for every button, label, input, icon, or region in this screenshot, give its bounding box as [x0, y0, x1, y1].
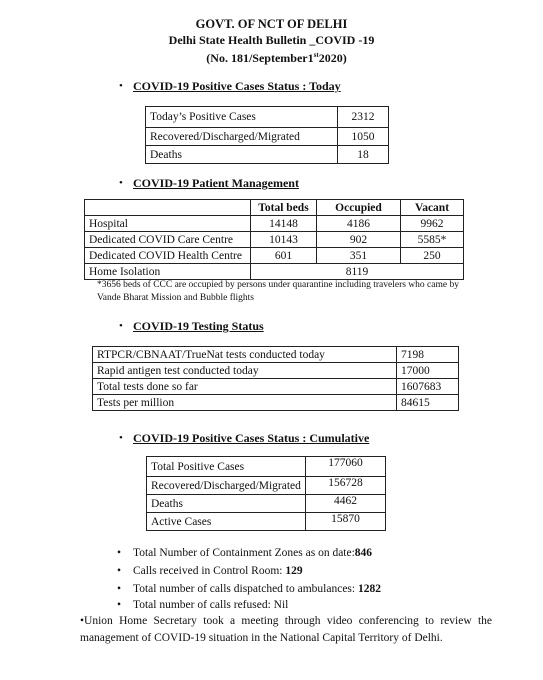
row-value: 18: [338, 146, 389, 164]
testing-table: [92, 346, 459, 411]
patient-section-title: COVID-19 Patient Management: [133, 176, 299, 190]
patient-table: [84, 199, 464, 280]
table-row: [93, 395, 459, 411]
bullet-icon: •: [117, 565, 122, 577]
bullet-icon: •: [119, 432, 123, 444]
row-label: Recovered/Discharged/Migrated: [147, 477, 306, 495]
row-label: Deaths: [147, 495, 306, 513]
column-header: Vacant: [401, 200, 464, 216]
table-row: [93, 363, 459, 379]
occupied-cell: 351: [317, 248, 401, 264]
occupied-cell: 902: [317, 232, 401, 248]
bullet-icon: •: [119, 80, 123, 92]
row-label: Today’s Positive Cases: [146, 107, 338, 128]
total-beds-cell: 601: [251, 248, 317, 264]
total-beds-cell: 10143: [251, 232, 317, 248]
govt-title: GOVT. OF NCT OF DELHI: [195, 17, 348, 31]
today-table: [145, 106, 389, 164]
table-row: [93, 379, 459, 395]
bullet-icon: •: [117, 547, 122, 559]
meeting-note-text: Union Home Secretary took a meeting through video conferencing to review the management of COVID-19 situation in the National Capital Territory of Delhi.: [80, 615, 492, 644]
table-row: [147, 477, 386, 495]
vacant-cell: 5585*: [401, 232, 464, 248]
table-row: [146, 146, 389, 164]
row-value: 7198: [397, 347, 459, 363]
summary-value: 1282: [357, 583, 381, 595]
table-row: [147, 495, 386, 513]
cumulative-table: [146, 456, 386, 531]
table-row: [147, 513, 386, 531]
summary-value: 129: [285, 565, 303, 577]
column-header: Total beds: [251, 200, 317, 216]
bulletin-number: (No. 181/September1st2020): [206, 51, 347, 65]
row-value: 15870: [305, 513, 385, 531]
row-label: Tests per million: [93, 395, 397, 411]
summary-label: Total number of calls refused: Nil: [133, 599, 289, 611]
vacant-cell: 9962: [401, 216, 464, 232]
table-header-row: [85, 200, 464, 216]
bulletin-title: Delhi State Health Bulletin _COVID -19: [168, 33, 375, 47]
row-label: RTPCR/CBNAAT/TrueNat tests conducted today: [93, 347, 397, 363]
vacant-cell: 250: [401, 248, 464, 264]
summary-value: 846: [354, 547, 373, 559]
table-row: [85, 232, 464, 248]
row-label: Total tests done so far: [93, 379, 397, 395]
row-label: Active Cases: [147, 513, 306, 531]
row-label: Dedicated COVID Care Centre: [85, 232, 251, 248]
row-value: 84615: [397, 395, 459, 411]
row-value: 17000: [397, 363, 459, 379]
row-value: 4462: [305, 495, 385, 513]
bulletin-header: [0, 16, 543, 66]
occupied-cell: 4186: [317, 216, 401, 232]
row-value: 1607683: [397, 379, 459, 395]
row-value: 2312: [338, 107, 389, 128]
bullet-icon: •: [80, 615, 85, 627]
column-header: Occupied: [317, 200, 401, 216]
table-row: [85, 216, 464, 232]
row-value: 156728: [305, 477, 385, 495]
table-row: [93, 347, 459, 363]
table-row: [85, 248, 464, 264]
row-label: Dedicated COVID Health Centre: [85, 248, 251, 264]
summary-label: Total number of calls dispatched to ambulances:: [133, 583, 358, 595]
row-label: Deaths: [146, 146, 338, 164]
table-row: [146, 128, 389, 146]
today-section-title: COVID-19 Positive Cases Status : Today: [133, 79, 341, 93]
bullet-icon: •: [119, 320, 123, 332]
row-label: Recovered/Discharged/Migrated: [146, 128, 338, 146]
header-blank-cell: [85, 200, 251, 216]
summary-label: Total Number of Containment Zones as on date:: [133, 547, 355, 559]
row-value: 1050: [338, 128, 389, 146]
bullet-icon: •: [117, 583, 122, 595]
ccc-footnote: *3656 beds of CCC are occupied by persons under quarantine including travelers who came by Vande Bharat Mission and Bubble flights: [97, 280, 459, 303]
home-isolation-value: 8119: [251, 264, 464, 280]
bullet-icon: •: [119, 177, 123, 189]
cumulative-section-title: COVID-19 Positive Cases Status : Cumulative: [133, 431, 370, 445]
meeting-note: [80, 613, 492, 647]
table-row: [85, 264, 464, 280]
total-beds-cell: 14148: [251, 216, 317, 232]
bullet-icon: •: [117, 599, 122, 611]
table-row: [146, 107, 389, 128]
row-label: Home Isolation: [85, 264, 251, 280]
row-label: Hospital: [85, 216, 251, 232]
row-label: Rapid antigen test conducted today: [93, 363, 397, 379]
testing-section-title: COVID-19 Testing Status: [133, 319, 264, 333]
row-label: Total Positive Cases: [147, 457, 306, 477]
table-row: [147, 457, 386, 477]
summary-label: Calls received in Control Room:: [133, 565, 286, 577]
row-value: 177060: [305, 457, 385, 477]
